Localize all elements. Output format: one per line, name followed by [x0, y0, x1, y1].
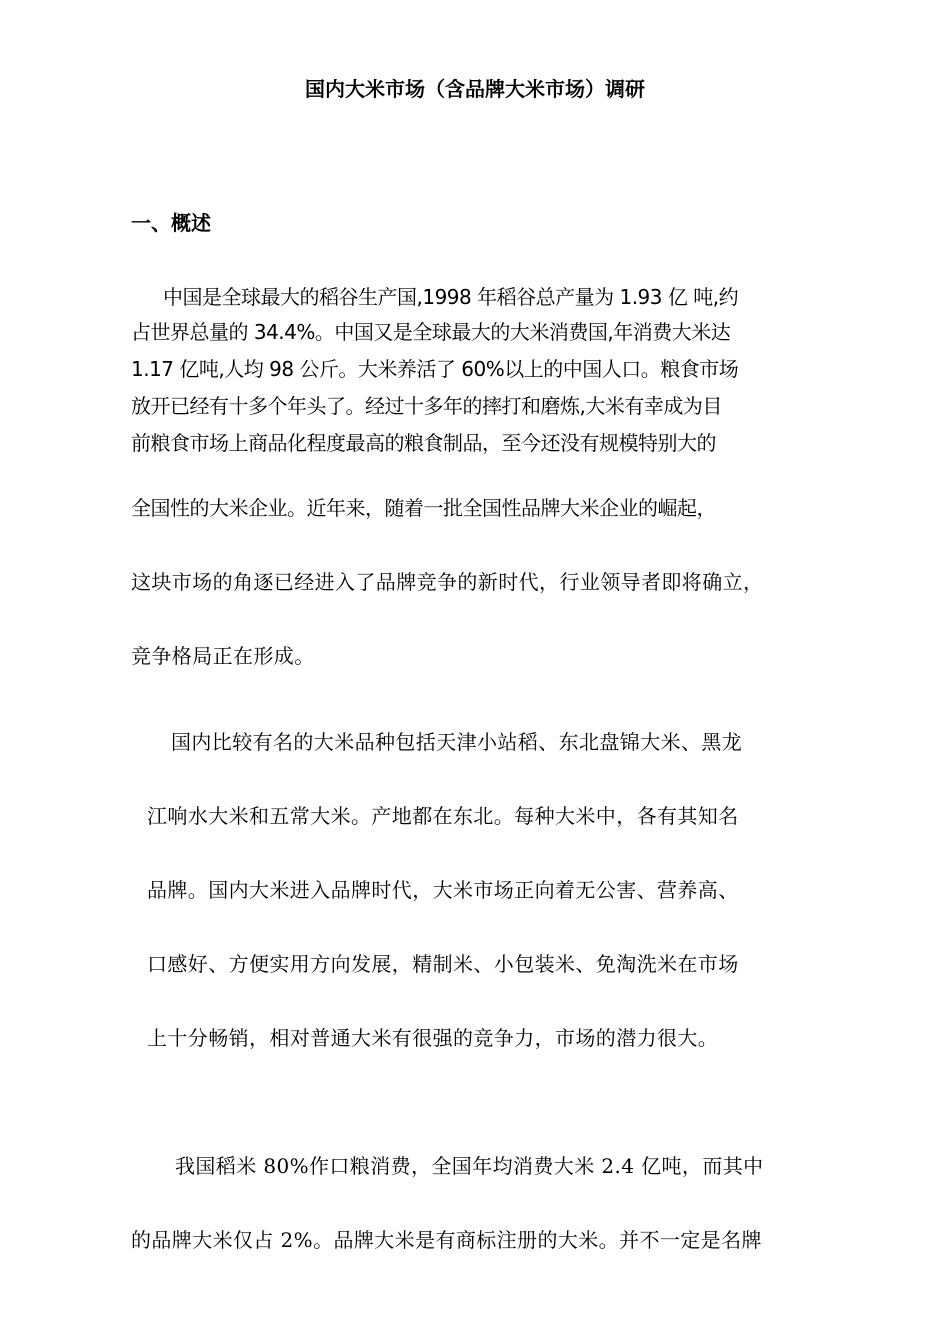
- paragraph-line: 这块市场的角逐已经进入了品牌竞争的新时代，行业领导者即将确立，: [131, 570, 764, 594]
- paragraph-line: 中国是全球最大的稻谷生产国,1998 年稻谷总产量为 1.93 亿 吨,约: [163, 285, 739, 309]
- paragraph-line: 品牌。国内大米进入品牌时代，大米市场正向着无公害、营养高、: [147, 878, 739, 902]
- paragraph-line: 江响水大米和五常大米。产地都在东北。每种大米中，各有其知名: [147, 804, 739, 828]
- paragraph-line: 的品牌大米仅占 2%。品牌大米是有商标注册的大米。并不一定是名牌: [131, 1228, 762, 1252]
- document-title: 国内大米市场（含品牌大米市场）调研: [305, 77, 645, 101]
- paragraph-line: 占世界总量的 34.4%。中国又是全球最大的大米消费国,年消费大米达: [131, 320, 731, 344]
- paragraph-line: 上十分畅销，相对普通大米有很强的竞争力，市场的潜力很大。: [147, 1026, 719, 1050]
- paragraph-line: 口感好、方便实用方向发展，精制米、小包装米、免淘洗米在市场: [147, 952, 739, 976]
- paragraph-line: 国内比较有名的大米品种包括天津小站稻、东北盘锦大米、黑龙: [171, 730, 743, 754]
- paragraph-line: 我国稻米 80%作口粮消费，全国年均消费大米 2.4 亿吨，而其中: [175, 1154, 764, 1178]
- section-heading: 一、概述: [131, 211, 211, 235]
- paragraph-line: 前粮食市场上商品化程度最高的粮食制品，至今还没有规模特别大的: [131, 431, 716, 455]
- paragraph-line: 全国性的大米企业。近年来，随着一批全国性品牌大米企业的崛起，: [131, 496, 716, 520]
- paragraph-line: 竞争格局正在形成。: [131, 644, 315, 668]
- paragraph-line: 放开已经有十多个年头了。经过十多年的摔打和磨炼,大米有幸成为目: [131, 394, 722, 418]
- paragraph-line: 1.17 亿吨,人均 98 公斤。大米养活了 60%以上的中国人口。粮食市场: [131, 357, 739, 381]
